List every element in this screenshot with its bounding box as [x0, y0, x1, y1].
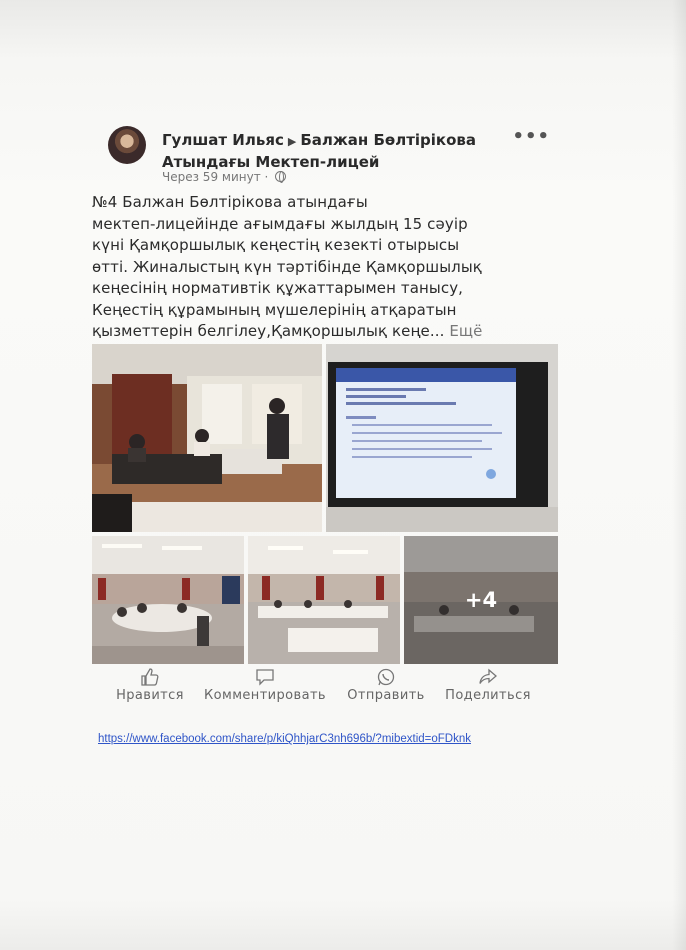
photo-presentation-screen-image [326, 344, 558, 532]
photo-presentation-screen[interactable] [326, 344, 558, 532]
like-button[interactable] [110, 668, 190, 703]
send-button[interactable] [344, 668, 428, 703]
post-text-line: №4 Балжан Бөлтірікова атындағы [92, 193, 368, 211]
post-url-link[interactable]: https://www.facebook.com/share/p/kiQhhjarC3nh696b/?mibextid=oFDknk [98, 733, 471, 745]
thumbs-up-icon [140, 668, 160, 686]
facebook-post [92, 118, 558, 703]
comment-button[interactable] [198, 668, 332, 703]
post-text-line: мектеп-лицейінде ағымдағы жылдың 15 сәуір [92, 214, 468, 233]
post-text-line: Кеңестің құрамының мүшелерінің атқаратын [92, 300, 457, 319]
arrow-right-icon: ▶ [287, 135, 297, 148]
like-label: Нравится [116, 688, 184, 703]
post-meta [162, 170, 286, 184]
whatsapp-icon [376, 668, 396, 686]
share-button[interactable] [440, 668, 536, 703]
comment-label: Комментировать [204, 688, 326, 703]
send-label: Отправить [347, 688, 425, 703]
photo-classroom-1[interactable] [92, 536, 244, 664]
more-options-icon[interactable]: ••• [512, 126, 550, 147]
scan-shadow [672, 0, 686, 950]
photo-classroom-3[interactable] [404, 536, 558, 664]
photo-meeting-room-image [92, 344, 322, 532]
photo-classroom-2[interactable] [248, 536, 400, 664]
photo-classroom-2-image [248, 536, 400, 664]
comment-icon [255, 668, 275, 686]
globe-icon [275, 171, 286, 182]
share-icon [478, 668, 498, 686]
see-more-link[interactable]: Ещё [449, 322, 483, 340]
post-text [92, 192, 558, 343]
avatar[interactable] [108, 126, 146, 164]
post-time[interactable]: Через 59 минут · [162, 170, 269, 184]
post-text-line-last [92, 321, 558, 343]
post-author-line [162, 130, 512, 172]
more-photos-overlay[interactable]: +4 [404, 536, 558, 664]
post-actions [92, 668, 558, 708]
author-name[interactable]: Гулшат Ильяс [162, 131, 284, 149]
photo-classroom-1-image [92, 536, 244, 664]
photo-grid [92, 344, 558, 664]
post-text-truncated: қызметтерін белгілеу,Қамқоршылық кеңе... [92, 322, 445, 340]
target-page-name[interactable]: Балжан Бөлтірікова Атындағы Мектеп-лицей [162, 131, 477, 171]
post-text-line: күні Қамқоршылық кеңестің кезекті отырысы [92, 236, 460, 254]
photo-meeting-room[interactable] [92, 344, 322, 532]
share-label: Поделиться [445, 688, 531, 703]
post-text-line: кеңесінің нормативтік құжаттарымен танысу, [92, 279, 464, 297]
post-header [92, 118, 558, 190]
post-text-line: өтті. Жиналыстың күн тәртібінде Қамқоршылық [92, 257, 482, 276]
